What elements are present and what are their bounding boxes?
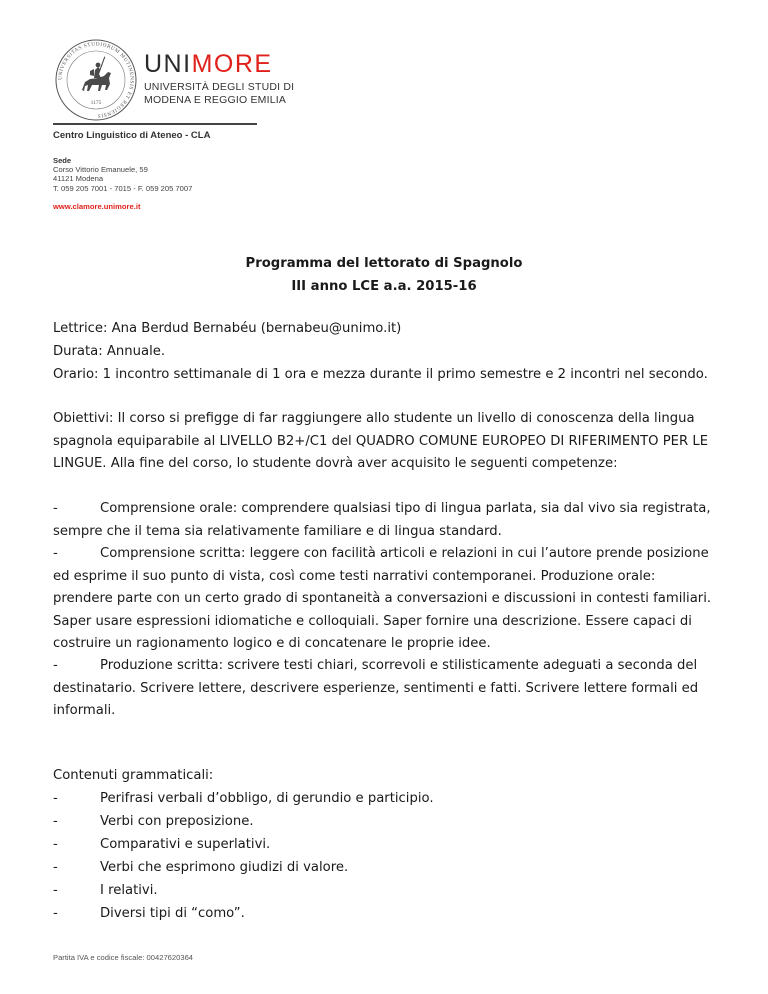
lettrice-line: Lettrice: Ana Berdud Bernabéu (bernabeu@unimo.it) [53, 321, 402, 336]
document-title: Programma del lettorato di Spagnolo [245, 256, 523, 271]
competenza-text: Comprensione orale: comprendere qualsiasi tipo di lingua parlata, sia dal vivo sia registrata, sempre che il tema sia relativamente familiare e di lingua standard. [53, 501, 711, 539]
brand-line-2: MODENA E REGGIO EMILIA [144, 93, 287, 106]
brand-more: MORE [191, 50, 273, 78]
bullet-dash: - [53, 501, 58, 516]
header-divider [53, 123, 257, 125]
list-item [53, 860, 348, 875]
bullet-dash: - [53, 906, 58, 921]
obiettivi-paragraph: Obiettivi: Il corso si prefigge di far raggiungere allo studente un livello di conoscenza della lingua spagnola equiparabile al LIVELLO B2+/C1 del QUADRO COMUNE EUROPEO DI RIFERIMENTO PER LE LINGUE. Alla fine del corso, lo studente dovrà aver acquisito le seguenti competenze: [53, 411, 709, 471]
list-item [53, 791, 434, 806]
contenuti-heading: Contenuti grammaticali: [53, 768, 214, 783]
website-link[interactable]: www.clamore.unimore.it [53, 202, 141, 211]
sede-line-2: 41121 Modena [53, 174, 104, 184]
svg-text:UNIVERSITAS STUDIORUM MUTINENS: UNIVERSITAS STUDIORUM MUTINENSIS ET REGIENSIS [57, 41, 135, 119]
sede-line-1: Corso Vittorio Emanuele, 59 [53, 165, 148, 175]
brand-uni: UNI [144, 50, 192, 78]
competenza-text: Comprensione scritta: leggere con facilità articoli e relazioni in cui l’autore prende posizione ed esprime il suo punto di vista, così come testi narrativi contemporanei. Produzione orale: prendere parte con un certo grado di spontaneità a conversazioni e discussioni in contesti familiari. Saper usare espressioni idiomatiche e colloquiali. Saper fornire una descrizione. Essere capaci di costruire un ragionamento logico e di concatenare le proprie idee. [53, 546, 712, 651]
brand-name [144, 50, 294, 78]
sede-line-3: T. 059 205 7001 - 7015 - F. 059 205 7007 [53, 183, 193, 193]
bullet-dash: - [53, 791, 58, 806]
list-item [53, 906, 245, 921]
brand-subtitle [144, 81, 294, 106]
bullet-dash: - [53, 546, 58, 561]
durata-line: Durata: Annuale. [53, 344, 166, 359]
list-item [53, 837, 270, 852]
bullet-dash: - [53, 883, 58, 898]
list-item-text: Perifrasi verbali d’obbligo, di gerundio e participio. [100, 791, 434, 806]
list-item [53, 814, 254, 829]
list-item-text: Diversi tipi di “como”. [100, 906, 245, 921]
bullet-dash: - [53, 658, 58, 673]
brand-block [144, 50, 294, 106]
bullet-dash: - [53, 814, 58, 829]
list-item-text: Verbi che esprimono giudizi di valore. [100, 860, 349, 875]
orario-line: Orario: 1 incontro settimanale di 1 ora e mezza durante il primo semestre e 2 incontri nel secondo. [53, 367, 708, 382]
bullet-dash: - [53, 837, 58, 852]
footer-vat: Partita IVA e codice fiscale: 00427620364 [53, 953, 194, 962]
sede-label: Sede [53, 156, 72, 165]
competenza-text: Produzione scritta: scrivere testi chiari, scorrevoli e stilisticamente adeguati a seconda del destinatario. Scrivere lettere, descrivere esperienze, sentimenti e fatti. Scrivere lettere formali ed informali. [53, 658, 699, 718]
document-subtitle: III anno LCE a.a. 2015-16 [291, 279, 477, 294]
competenza-item [53, 498, 718, 543]
competenza-item [53, 655, 718, 723]
university-seal-logo [54, 38, 138, 122]
bullet-dash: - [53, 860, 58, 875]
brand-line-1: UNIVERSITÀ DEGLI STUDI DI [144, 81, 295, 93]
svg-text:1175: 1175 [90, 100, 102, 106]
list-item [53, 883, 158, 898]
list-item-text: I relativi. [100, 883, 158, 898]
list-item-text: Verbi con preposizione. [100, 814, 254, 829]
competenza-item [53, 543, 718, 656]
list-item-text: Comparativi e superlativi. [100, 837, 271, 852]
sede-address [53, 156, 192, 193]
centre-name: Centro Linguistico di Ateneo - CLA [53, 130, 211, 141]
